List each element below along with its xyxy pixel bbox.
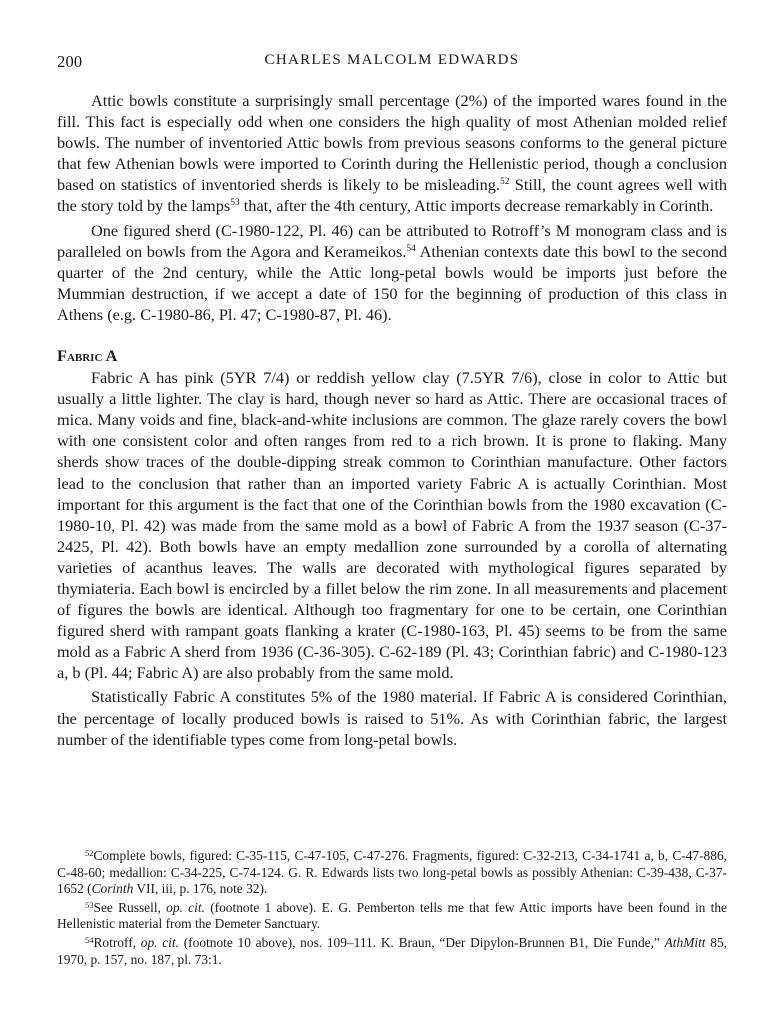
paragraph-text: One figured sherd (C-1980-122, Pl. 46) can be attributed to Rotroff’s M monogram class and is paralleled on bowls from the Agora and Kerameikos. [57, 220, 727, 261]
footnote-ref[interactable]: 54 [406, 243, 416, 254]
page [57, 0, 727, 1024]
footnote-italic: AthMitt [664, 934, 706, 950]
footnote-number: 53 [85, 899, 94, 910]
footnote-52 [57, 848, 727, 898]
footnote-text: (footnote 10 above), nos. 109–111. K. Braun, “Der Dipylon-Brunnen B1, Die Funde,” [178, 934, 665, 950]
footnote-ref[interactable]: 53 [230, 198, 240, 209]
paragraph-fabric-a [57, 367, 727, 683]
paragraph-text: Attic bowls constitute a surprisingly small percentage (2%) of the imported wares found in the fill. This fact is especially odd when one considers the high quality of most Athenian molded relief bowls. The number of inventoried Attic bowls from previous seasons conforms to the general picture that few Athenian bowls were imported to Corinth during the Hellenistic period, though a conclusion based on statistics of inventoried sherds is likely to be misleading. [57, 91, 727, 195]
paragraph-attic-bowls [57, 90, 727, 217]
footnote-number: 54 [85, 934, 94, 945]
footnote-italic: op. cit. [140, 934, 179, 950]
section-heading-fabric-a: Fabric A [57, 346, 118, 366]
running-head [57, 52, 727, 72]
paragraph-text: Statistically Fabric A constitutes 5% of the 1980 material. If Fabric A is considered Corinthian, the percentage of locally produced bowls is raised to 51%. As with Corinthian fabric, the largest number of the identifiable types come from long-petal bowls. [57, 687, 727, 749]
footnote-text: Complete bowls, figured: C-35-115, C-47-105, C-47-276. Fragments, figured: C-32-213, C-34-1741 a, b, C-47-886, C-48-60; medallion: C-34-225, C-74-124. G. R. Edwards lists two long-petal bowls as possibly Athenian: C-39-438, C-37-1652 ( [57, 848, 727, 897]
paragraph-text: Fabric A has pink (5YR 7/4) or reddish yellow clay (7.5YR 7/6), close in color to Attic but usually a little lighter. The clay is hard, though never so hard as Attic. There are occasional traces of mica. Many voids and fine, black-and-white inclusions are common. The glaze rarely covers the bowl with one consistent color and often ranges from red to a rich brown. It is prone to flaking. Many sherds show traces of the double-dipping streak common to Corinthian manufacture. Other factors lead to the conclusion that rather than an imported variety Fabric A is actually Corinthian. Most important for this argument is the fact that one of the Corinthian bowls from the 1980 excavation (C-1980-10, Pl. 42) was made from the same mold as a bowl of Fabric A from the 1937 season (C-37-2425, Pl. 42). Both bowls have an empty medallion zone surrounded by a corolla of alternating varieties of acanthus leaves. The walls are decorated with mythological figures separated by thymiateria. Each bowl is encircled by a fillet below the rim zone. In all measurements and placement of figures the bowls are identical. Although too fragmentary for one to be certain, one Corinthian figured sherd with rampant goats flanking a krater (C-1980-163, Pl. 45) seems to be from the same mold as a Fabric A sherd from 1936 (C-36-305). C-62-189 (Pl. 43; Corinthian fabric) and C-1980-123 a, b (Pl. 44; Fabric A) are also probably from the same mold. [57, 368, 727, 683]
paragraph-statistics [57, 686, 727, 749]
body-text [57, 90, 727, 753]
footnote-text: 85, 1970, p. 157, no. 187, pl. 73:1. [57, 934, 728, 967]
footnote-text: See Russell, [93, 899, 167, 915]
paragraph-figured-sherd [57, 220, 727, 325]
footnote-text: (footnote 1 above). E. G. Pemberton tells me that few Attic imports have been found in the Hellenistic material from the Demeter Sanctuary. [57, 899, 727, 932]
footnote-text: VII, iii, p. 176, note 32). [133, 881, 268, 897]
footnote-number: 52 [85, 848, 94, 858]
footnote-text: Rotroff, [93, 934, 141, 950]
footnote-ref[interactable]: 52 [500, 177, 510, 188]
page-number: 200 [57, 52, 83, 71]
running-title: CHARLES MALCOLM EDWARDS [264, 52, 520, 68]
footnote-54 [57, 935, 727, 968]
footnotes [57, 848, 727, 970]
paragraph-text: Still, the count agrees well with the story told by the lamps [57, 175, 727, 216]
paragraph-text: that, after the 4th century, Attic imports decrease remarkably in Corinth. [239, 196, 714, 216]
paragraph-text: Athenian contexts date this bowl to the second quarter of the 2nd century, while the Attic long-petal bowls would be imports just before the Mummian destruction, if we accept a date of 150 for the beginning of production of this class in Athens (e.g. C-1980-86, Pl. 47; C-1980-87, Pl. 46). [57, 241, 727, 324]
footnote-italic: op. cit. [166, 899, 205, 915]
footnote-53 [57, 900, 727, 933]
footnote-italic: Corinth [91, 881, 134, 897]
